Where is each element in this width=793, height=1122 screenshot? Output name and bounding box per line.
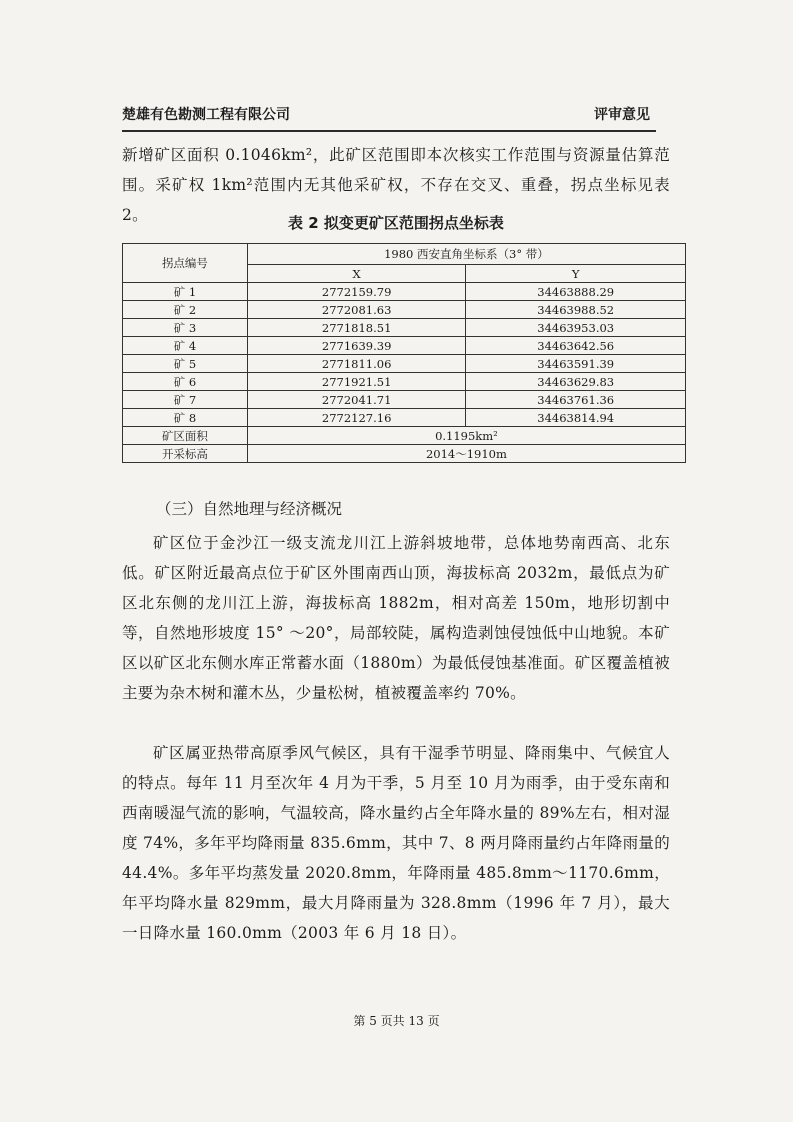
section-label: 评审意见 <box>594 107 650 123</box>
geography-paragraph: 矿区位于金沙江一级支流龙川江上游斜坡地带，总体地势南西高、北东低。矿区附近最高点位于矿区外围南西山顶，海拔标高 2032m，最低点为矿区北东侧的龙川江上游，海拔标高 1882m，相对高差 150m，地形切割中等，自然地形坡度 15° ～20°，局部较陡，属构造剥蚀侵蚀低中山地貌。本矿区以矿区北东侧水库正常蓄水面（1880m）为最低侵蚀基准面。矿区覆盖植被主要为杂木树和灌木丛，少量松树，植被覆盖率约 70%。 <box>122 534 670 702</box>
point-y: 34463761.36 <box>466 391 686 409</box>
point-x: 2772159.79 <box>247 283 466 301</box>
point-id: 矿 6 <box>123 373 248 391</box>
table-row <box>123 355 686 373</box>
point-x: 2771818.51 <box>247 319 466 337</box>
point-id: 矿 1 <box>123 283 248 301</box>
page-header <box>122 104 656 132</box>
point-y: 34463988.52 <box>466 301 686 319</box>
table-row <box>123 319 686 337</box>
point-x: 2772041.71 <box>247 391 466 409</box>
point-id: 矿 4 <box>123 337 248 355</box>
point-x: 2772127.16 <box>247 409 466 427</box>
table-row <box>123 283 686 301</box>
elevation-row <box>123 445 686 463</box>
point-x: 2771639.39 <box>247 337 466 355</box>
col-header-group: 1980 西安直角坐标系（3° 带） <box>247 244 685 265</box>
table-caption: 表 2 拟变更矿区范围拐点坐标表 <box>288 214 504 232</box>
point-y: 34463642.56 <box>466 337 686 355</box>
point-id: 矿 2 <box>123 301 248 319</box>
col-header-y: Y <box>466 265 686 283</box>
point-id: 矿 8 <box>123 409 248 427</box>
area-value: 0.1195km² <box>247 427 685 445</box>
area-row <box>123 427 686 445</box>
point-y: 34463814.94 <box>466 409 686 427</box>
table-row <box>123 337 686 355</box>
point-y: 34463591.39 <box>466 355 686 373</box>
page-number: 第 5 页共 13 页 <box>353 1014 440 1028</box>
elevation-label: 开采标高 <box>123 445 248 463</box>
section-heading: （三）自然地理与经济概况 <box>156 500 343 518</box>
point-x: 2771811.06 <box>247 355 466 373</box>
elevation-value: 2014～1910m <box>247 445 685 463</box>
point-id: 矿 3 <box>123 319 248 337</box>
company-name: 楚雄有色勘测工程有限公司 <box>122 107 290 123</box>
col-header-x: X <box>247 265 466 283</box>
table-row <box>123 409 686 427</box>
point-y: 34463953.03 <box>466 319 686 337</box>
climate-paragraph: 矿区属亚热带高原季风气候区，具有干湿季节明显、降雨集中、气候宜人的特点。每年 11 月至次年 4 月为干季，5 月至 10 月为雨季，由于受东南和西南暖湿气流的影响，气温较高，降水量约占全年降水量的 89%左右，相对湿度 74%，多年平均降雨量 835.6mm，其中 7、8 两月降雨量约占年降雨量的 44.4%。多年平均蒸发量 2020.8mm，年降雨量 485.8mm～1170.6mm，年平均降水量 829mm，最大月降雨量为 328.8mm（1996 年 7 月），最大一日降水量 160.0mm（2003 年 6 月 18 日）。 <box>122 744 670 942</box>
table-row <box>123 301 686 319</box>
table-row <box>123 373 686 391</box>
point-id: 矿 7 <box>123 391 248 409</box>
table-row <box>123 391 686 409</box>
point-x: 2771921.51 <box>247 373 466 391</box>
intro-paragraph: 新增矿区面积 0.1046km²，此矿区范围即本次核实工作范围与资源量估算范围。采矿权 1km²范围内无其他采矿权，不存在交叉、重叠，拐点坐标见表 2。 <box>122 146 670 224</box>
area-label: 矿区面积 <box>123 427 248 445</box>
col-header-id: 拐点编号 <box>123 244 248 283</box>
point-y: 34463629.83 <box>466 373 686 391</box>
point-x: 2772081.63 <box>247 301 466 319</box>
point-y: 34463888.29 <box>466 283 686 301</box>
coordinate-table <box>122 243 686 463</box>
point-id: 矿 5 <box>123 355 248 373</box>
